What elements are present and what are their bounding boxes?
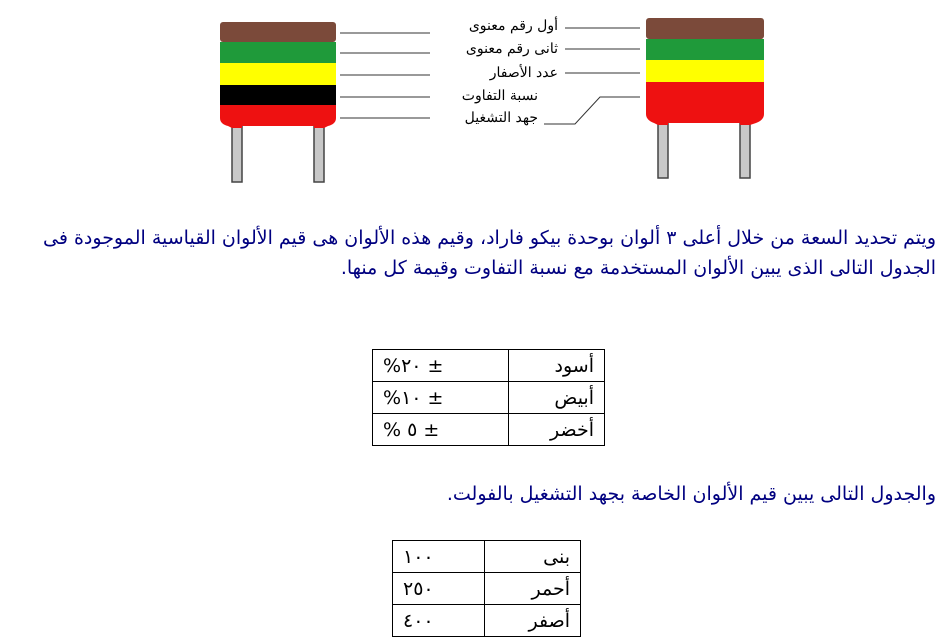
value-cell: ± ٥ % [373, 414, 509, 446]
capacitance-description-paragraph: ويتم تحديد السعة من خلال أعلى ٣ ألوان بوحدة بيكو فاراد، وقيم هذه الألوان هى قيم الألوان القياسية الموجودة فى الجدول التالى الذى يبين الألوان المستخدمة مع نسبة التفاوت وقيمة كل منها. [43, 227, 936, 279]
color-name-cell: أحمر [485, 573, 581, 605]
left-capacitor-body [220, 22, 336, 128]
value-cell: ١٠٠ [393, 541, 485, 573]
voltage-description-paragraph: والجدول التالى يبين قيم الألوان الخاصة بجهد التشغيل بالفولت. [446, 483, 936, 505]
color-name-cell: أخضر [509, 414, 605, 446]
voltage-table [392, 540, 581, 637]
value-cell: ٢٥٠ [393, 573, 485, 605]
table-row [393, 605, 581, 637]
band-working-voltage [220, 105, 336, 128]
color-name-cell: أسود [509, 350, 605, 382]
label-second-digit: ثانى رقم معنوى [465, 41, 558, 57]
table-row [393, 541, 581, 573]
left-capacitor-leg [232, 120, 242, 182]
band-second-digit [220, 42, 336, 63]
label-working-voltage: جهد التشغيل [464, 110, 538, 126]
left-capacitor-leg [314, 120, 324, 182]
band-second-digit [646, 39, 764, 60]
band-working-voltage [646, 82, 764, 125]
band-first-digit [646, 18, 764, 39]
band-zeros-count [220, 63, 336, 85]
band-zeros-count [646, 60, 764, 82]
table-row [393, 573, 581, 605]
right-capacitor-leg [740, 122, 750, 178]
table-row [373, 414, 605, 446]
band-first-digit [220, 22, 336, 42]
color-name-cell: أبيض [509, 382, 605, 414]
color-name-cell: بنى [485, 541, 581, 573]
table-row [373, 382, 605, 414]
value-cell: ٤٠٠ [393, 605, 485, 637]
band-tolerance [220, 85, 336, 105]
label-tolerance: نسبة التفاوت [461, 88, 538, 104]
value-cell: ± ١٠% [373, 382, 509, 414]
value-cell: ± ٢٠% [373, 350, 509, 382]
right-capacitor-body [646, 18, 764, 125]
tolerance-table [372, 349, 605, 446]
color-name-cell: أصفر [485, 605, 581, 637]
label-first-digit: أول رقم معنوى [468, 18, 558, 34]
label-zeros-count: عدد الأصفار [489, 65, 558, 81]
table-row [373, 350, 605, 382]
right-capacitor-leg [658, 122, 668, 178]
